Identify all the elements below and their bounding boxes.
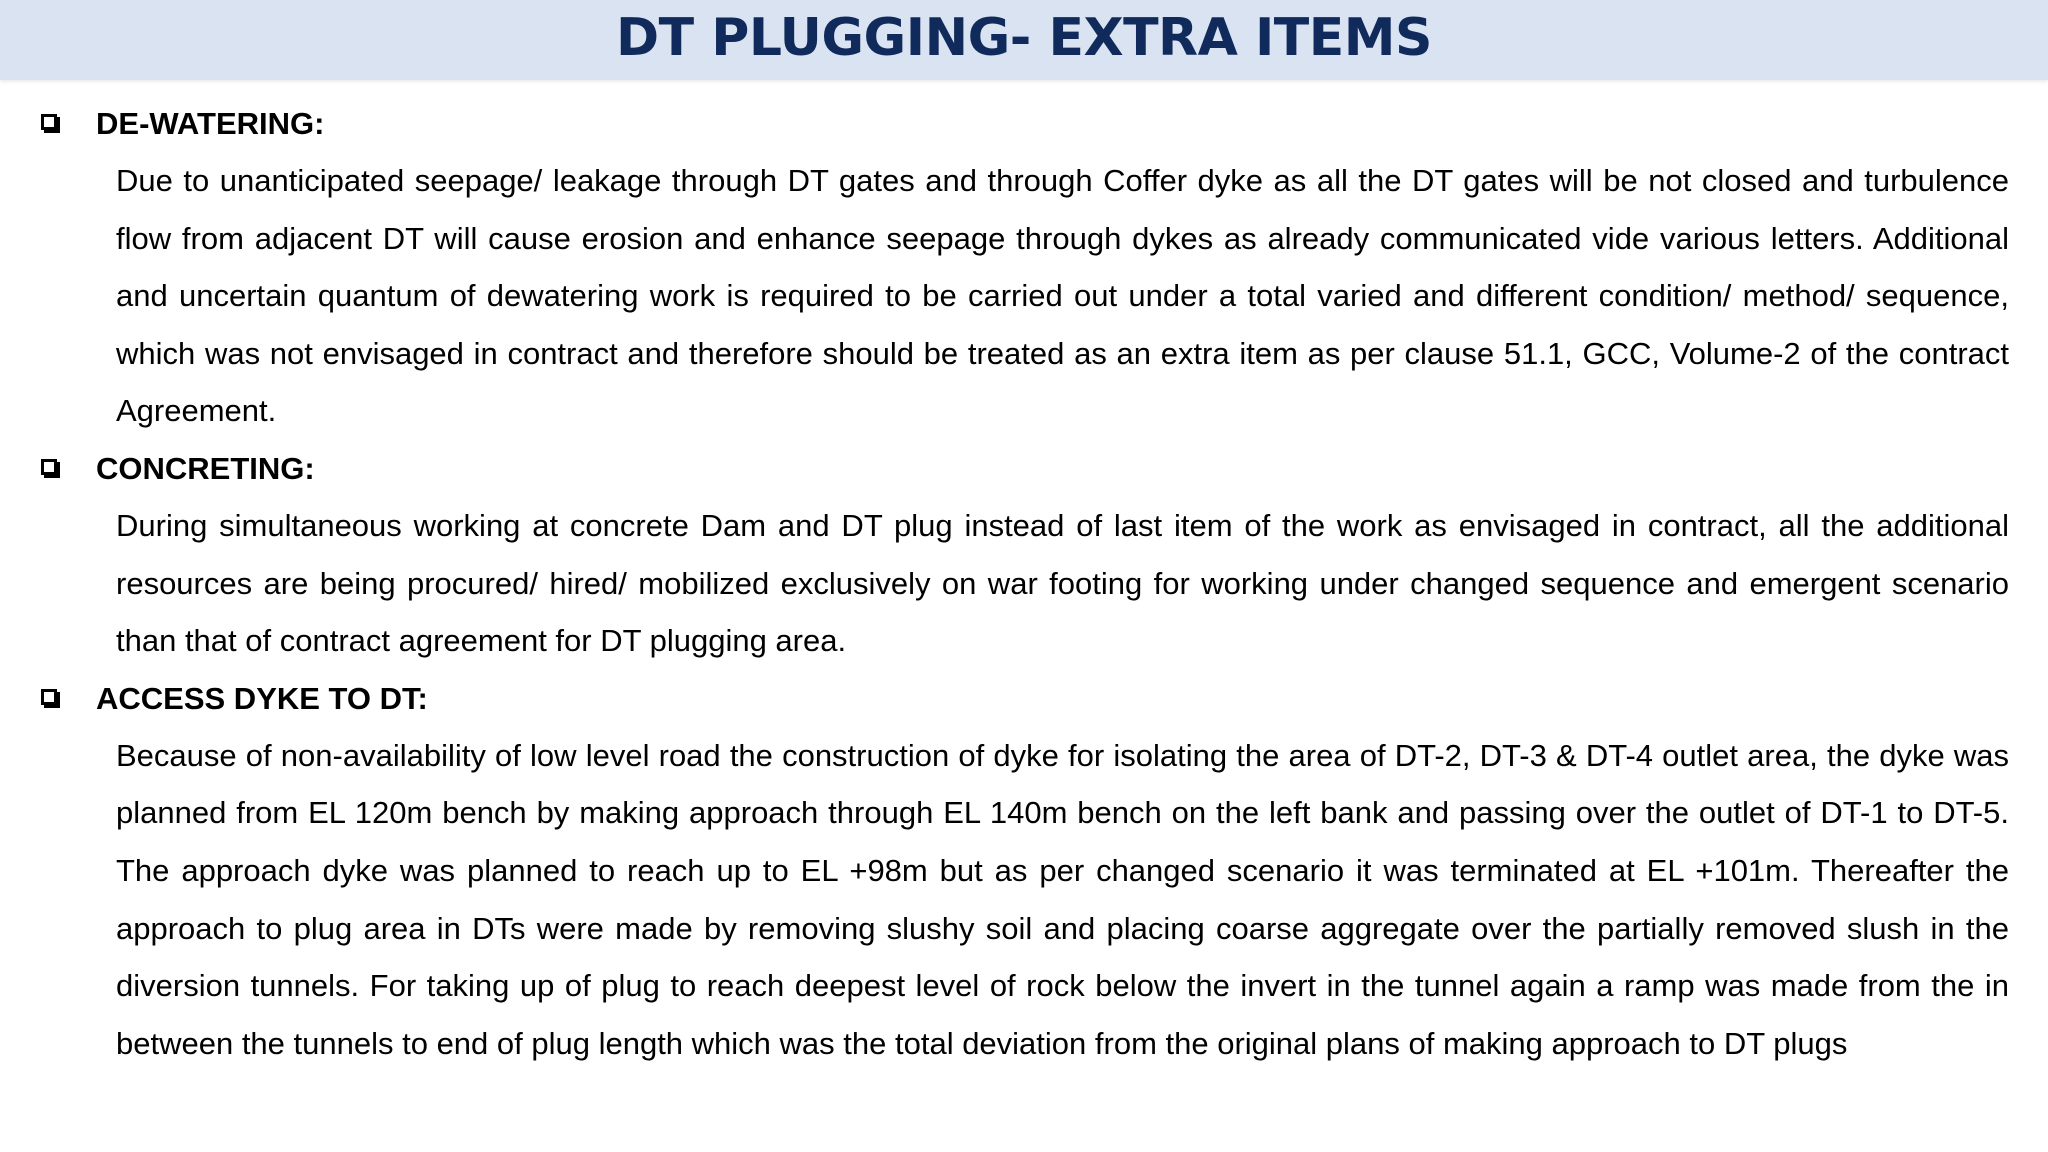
square-bullet-icon bbox=[41, 114, 57, 130]
section-paragraph: Because of non-availability of low level road the construction of dyke for isolating the area of DT-2, DT-3 & DT-4 outlet area, the dyke was planned from EL 120m bench by making approach through EL 140m bench on the left bank and passing over the outlet of DT-1 to DT-5. The approach dyke was planned to reach up to EL +98m but as per changed scenario it was terminated at EL +101m. Thereafter the approach to plug area in DTs were made by removing slushy soil and placing coarse aggregate over the partially removed slush in the diversion tunnels. For taking up of plug to reach deepest level of rock below the invert in the tunnel again a ramp was made from the in between the tunnels to end of plug length which was the total deviation from the original plans of making approach to DT plugs bbox=[116, 737, 2009, 1061]
section-heading: CONCRETING: bbox=[96, 450, 315, 486]
section-access-dyke bbox=[0, 670, 2048, 1073]
content-area bbox=[0, 95, 2048, 1072]
slide-title: DT PLUGGING- EXTRA ITEMS bbox=[616, 8, 1432, 68]
section-heading-row bbox=[0, 670, 2048, 727]
section-paragraph: During simultaneous working at concrete Dam and DT plug instead of last item of the work as envisaged in contract, all the additional resources are being procured/ hired/ mobilized exclusively on war footing for working under changed sequence and emergent scenario than that of contract agreement for DT plugging area. bbox=[116, 507, 2009, 659]
section-heading: DE-WATERING: bbox=[96, 106, 325, 141]
section-dewatering bbox=[0, 95, 2048, 440]
section-heading: ACCESS DYKE TO DT: bbox=[96, 680, 428, 716]
section-heading-row bbox=[0, 440, 2048, 497]
square-bullet-icon bbox=[41, 459, 57, 475]
square-bullet-icon bbox=[41, 689, 57, 705]
section-concreting bbox=[0, 440, 2048, 670]
section-paragraph: Due to unanticipated seepage/ leakage through DT gates and through Coffer dyke as all the DT gates will be not closed and turbulence flow from adjacent DT will cause erosion and enhance seepage through dykes as already communicated vide various letters. Additional and uncertain quantum of dewatering work is required to be carried out under a total varied and different condition/ method/ sequence, which was not envisaged in contract and therefore should be treated as an extra item as per clause 51.1, GCC, Volume-2 of the contract Agreement. bbox=[116, 163, 2009, 429]
section-heading-row bbox=[0, 95, 2048, 152]
